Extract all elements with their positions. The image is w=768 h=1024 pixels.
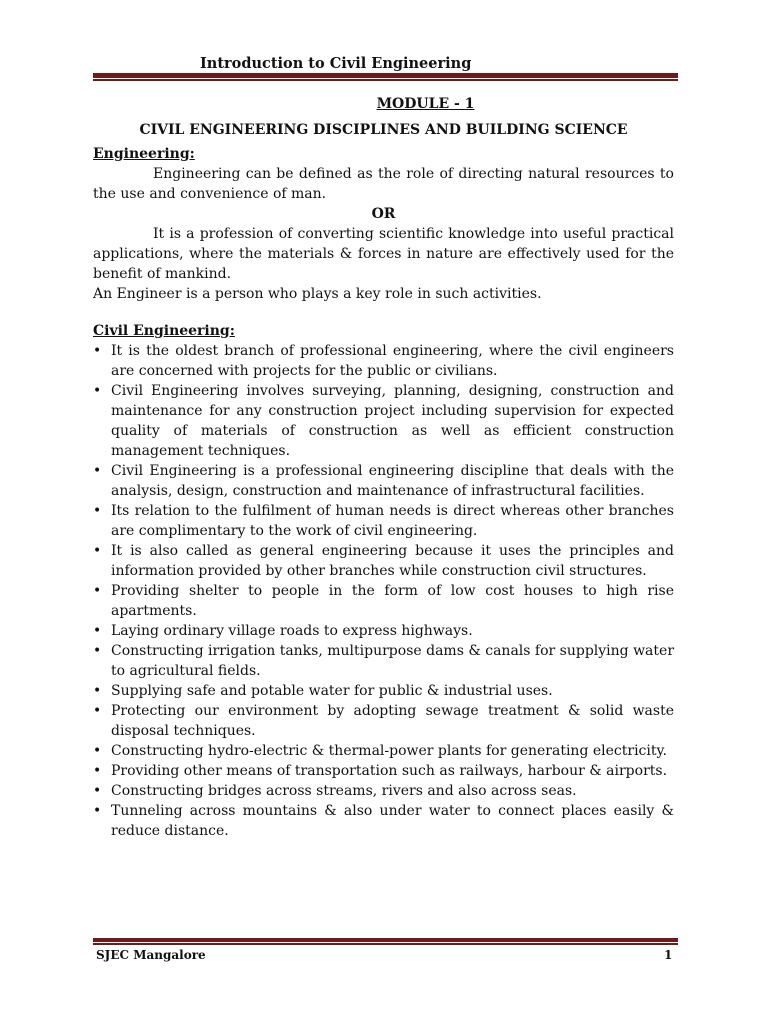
list-item: • Constructing hydro-electric & thermal-power plants for generating electricity. bbox=[93, 741, 674, 761]
list-item: • Civil Engineering involves surveying, planning, designing, construction and maintenance for any construction project including supervision for expected quality of materials of construction as well as efficient construction management techniques. bbox=[93, 381, 674, 461]
footer-institution: SJEC Mangalore bbox=[96, 948, 206, 962]
list-item: • Constructing bridges across streams, rivers and also across seas. bbox=[93, 781, 674, 801]
running-header-title: Introduction to Civil Engineering bbox=[200, 55, 472, 72]
engineering-heading: Engineering: bbox=[93, 146, 195, 162]
or-separator: OR bbox=[371, 206, 396, 222]
engineering-profession: It is a profession of converting scientific knowledge into useful practical applications, where the materials & forces in nature are effectively used for the benefit of mankind. bbox=[93, 226, 674, 282]
engineering-definition: Engineering can be defined as the role of directing natural resources to the use and convenience of man. bbox=[93, 166, 674, 202]
list-item: • Tunneling across mountains & also under water to connect places easily & reduce distance. bbox=[93, 801, 674, 841]
footer-rule bbox=[93, 938, 678, 942]
list-item: • Constructing irrigation tanks, multipurpose dams & canals for supplying water to agricultural fields. bbox=[93, 641, 674, 681]
list-item: • Providing shelter to people in the form of low cost houses to high rise apartments. bbox=[93, 581, 674, 621]
list-item: • Laying ordinary village roads to express highways. bbox=[93, 621, 674, 641]
spacer bbox=[93, 304, 674, 321]
engineer-definition: An Engineer is a person who plays a key role in such activities. bbox=[93, 286, 542, 302]
list-item: • Supplying safe and potable water for public & industrial uses. bbox=[93, 681, 674, 701]
civil-engineering-heading: Civil Engineering: bbox=[93, 323, 235, 339]
page-number: 1 bbox=[664, 948, 673, 962]
list-item: • Providing other means of transportation such as railways, harbour & airports. bbox=[93, 761, 674, 781]
footer-rule-thin bbox=[93, 943, 678, 945]
page-content bbox=[93, 94, 674, 841]
list-item: • Civil Engineering is a professional engineering discipline that deals with the analysis, design, construction and maintenance of infrastructural facilities. bbox=[93, 461, 674, 501]
module-title: MODULE - 1 bbox=[376, 96, 475, 112]
list-item: • Its relation to the fulfilment of human needs is direct whereas other branches are complimentary to the work of civil engineering. bbox=[93, 501, 674, 541]
list-item: • It is also called as general engineering because it uses the principles and information provided by other branches while construction civil structures. bbox=[93, 541, 674, 581]
section-title: CIVIL ENGINEERING DISCIPLINES AND BUILDING SCIENCE bbox=[139, 122, 628, 138]
list-item: • It is the oldest branch of professional engineering, where the civil engineers are concerned with projects for the public or civilians. bbox=[93, 341, 674, 381]
civil-engineering-list bbox=[93, 341, 674, 841]
header-rule-thin bbox=[93, 79, 678, 81]
list-item: • Protecting our environment by adopting sewage treatment & solid waste disposal techniques. bbox=[93, 701, 674, 741]
header-rule bbox=[93, 73, 678, 78]
